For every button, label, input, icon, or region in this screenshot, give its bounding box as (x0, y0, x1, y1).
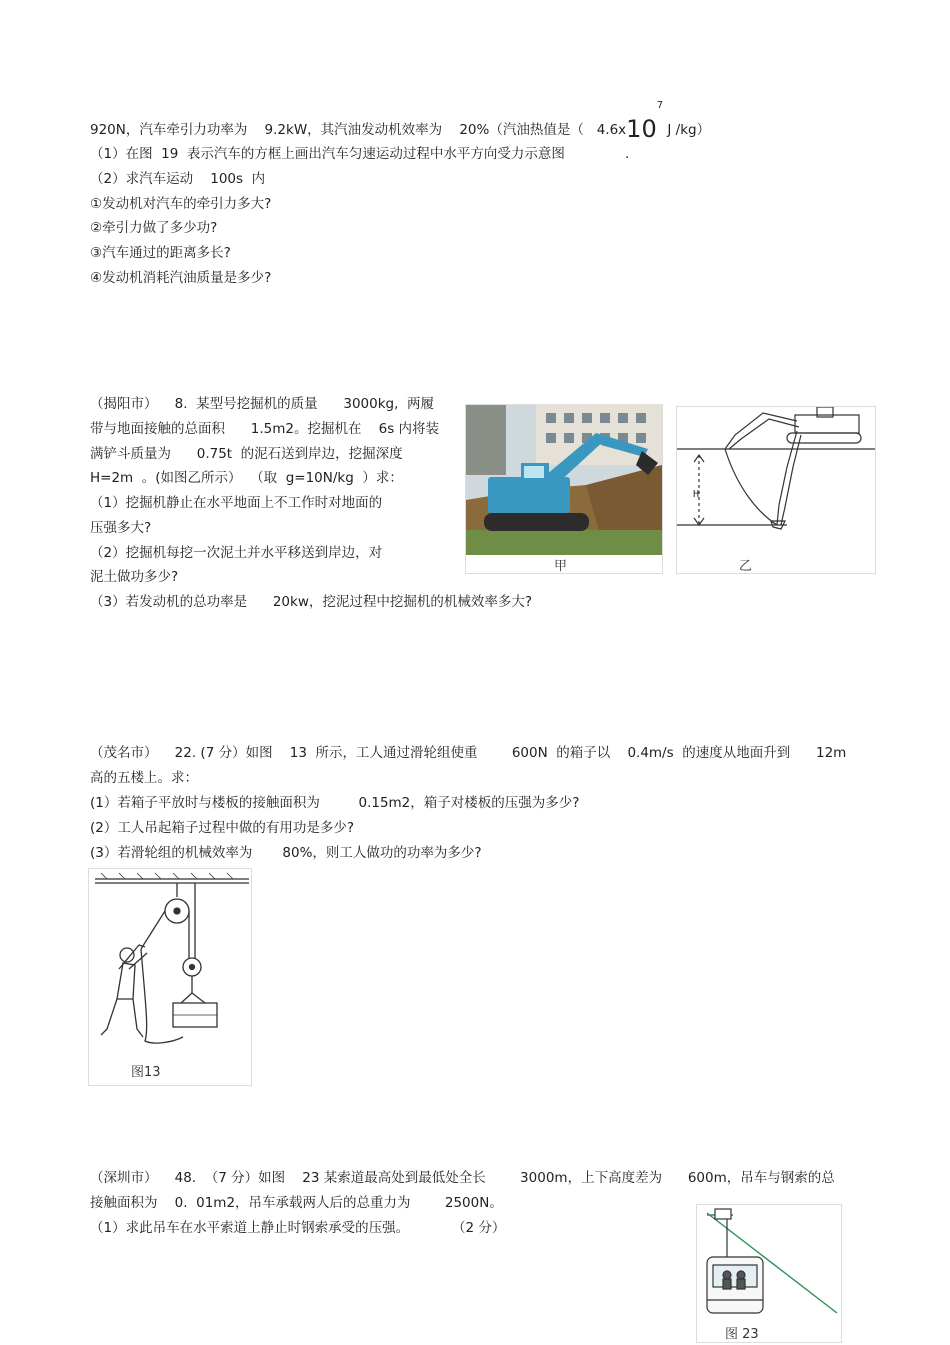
section3-line2: 高的五楼上。求： (90, 770, 198, 786)
section1-q1: （1）在图 19 表示汽车的方框上画出汽车匀速运动过程中水平方向受力示意图 . (90, 146, 630, 162)
section1-sub1: ①发动机对汽车的牵引力多大? (90, 196, 272, 212)
section2-line4: H=2m 。(如图乙所示） （取 g=10N/kg ）求： (90, 470, 403, 486)
section3-line5: (3）若滑轮组的机械效率为 80%，则工人做功的功率为多少? (90, 845, 482, 861)
section2-line7: （2）挖掘机每挖一次泥土并水平移送到岸边，对 (90, 545, 383, 561)
section2-line2: 带与地面接触的总面积 1.5m2。挖掘机在 6s 内将装 (90, 421, 440, 437)
excavator-diagram-caption: 乙 (739, 559, 753, 574)
excavator-photo-illustration (466, 405, 662, 555)
section2-line3: 满铲斗质量为 0.75t 的泥石送到岸边，挖掘深度 (90, 446, 403, 462)
section4-line2: 接触面积为 0. 01m2，吊车承载两人后的总重力为 2500N。 (90, 1195, 503, 1211)
pulley-caption: 图13 (131, 1065, 161, 1080)
excavator-photo-figure (465, 404, 663, 574)
line1-text-a: 920N，汽车牵引力功率为 9.2kW，其汽油发动机效率为 20%（汽油热值是（ 4.6x (90, 122, 627, 138)
section4-line3: （1）求此吊车在水平索道上静止时钢索承受的压强。 （2 分） (90, 1220, 506, 1236)
section2-line6: 压强多大? (90, 520, 152, 536)
section3-line4: (2）工人吊起箱子过程中做的有用功是多少? (90, 820, 355, 836)
depth-label: H (693, 489, 700, 500)
section4-line1: （深圳市） 48. （7 分）如图 23 某索道最高处到最低处全长 3000m，上下高度差为 600m，吊车与钢索的总 (90, 1170, 835, 1186)
power-base-ten: 10 (626, 115, 657, 143)
excavator-photo-caption: 甲 (554, 559, 568, 574)
section1-sub2: ②牵引力做了多少功? (90, 220, 218, 236)
section2-line9: （3）若发动机的总功率是 20kw，挖泥过程中挖掘机的机械效率多大? (90, 594, 533, 610)
section2-line1: （揭阳市） 8. 某型号挖掘机的质量 3000kg, 两履 (90, 396, 434, 412)
power-exponent: 7 (656, 100, 664, 111)
pulley-illustration (89, 869, 251, 1059)
pulley-figure (88, 868, 252, 1086)
cable-car-illustration (697, 1205, 841, 1323)
cable-car-figure (696, 1204, 842, 1343)
section3-line3: (1）若箱子平放时与楼板的接触面积为 0.15m2，箱子对楼板的压强为多少? (90, 795, 580, 811)
section2-line8: 泥土做功多少? (90, 569, 179, 585)
excavator-diagram-figure (676, 406, 876, 574)
section2-line5: （1）挖掘机静止在水平地面上不工作时对地面的 (90, 495, 383, 511)
line1-text-b: J /kg） (663, 122, 711, 138)
section1-q2: （2）求汽车运动 100s 内 (90, 171, 266, 187)
section1-sub4: ④发动机消耗汽油质量是多少? (90, 270, 272, 286)
section1-line1 (90, 100, 711, 143)
excavator-diagram-illustration (677, 407, 875, 552)
section1-sub3: ③汽车通过的距离多长? (90, 245, 231, 261)
section3-line1: （茂名市） 22. (7 分）如图 13 所示，工人通过滑轮组使重 600N 的箱子以 0.4m/s 的速度从地面升到 12m (90, 745, 847, 761)
cable-car-caption: 图 23 (725, 1327, 759, 1342)
